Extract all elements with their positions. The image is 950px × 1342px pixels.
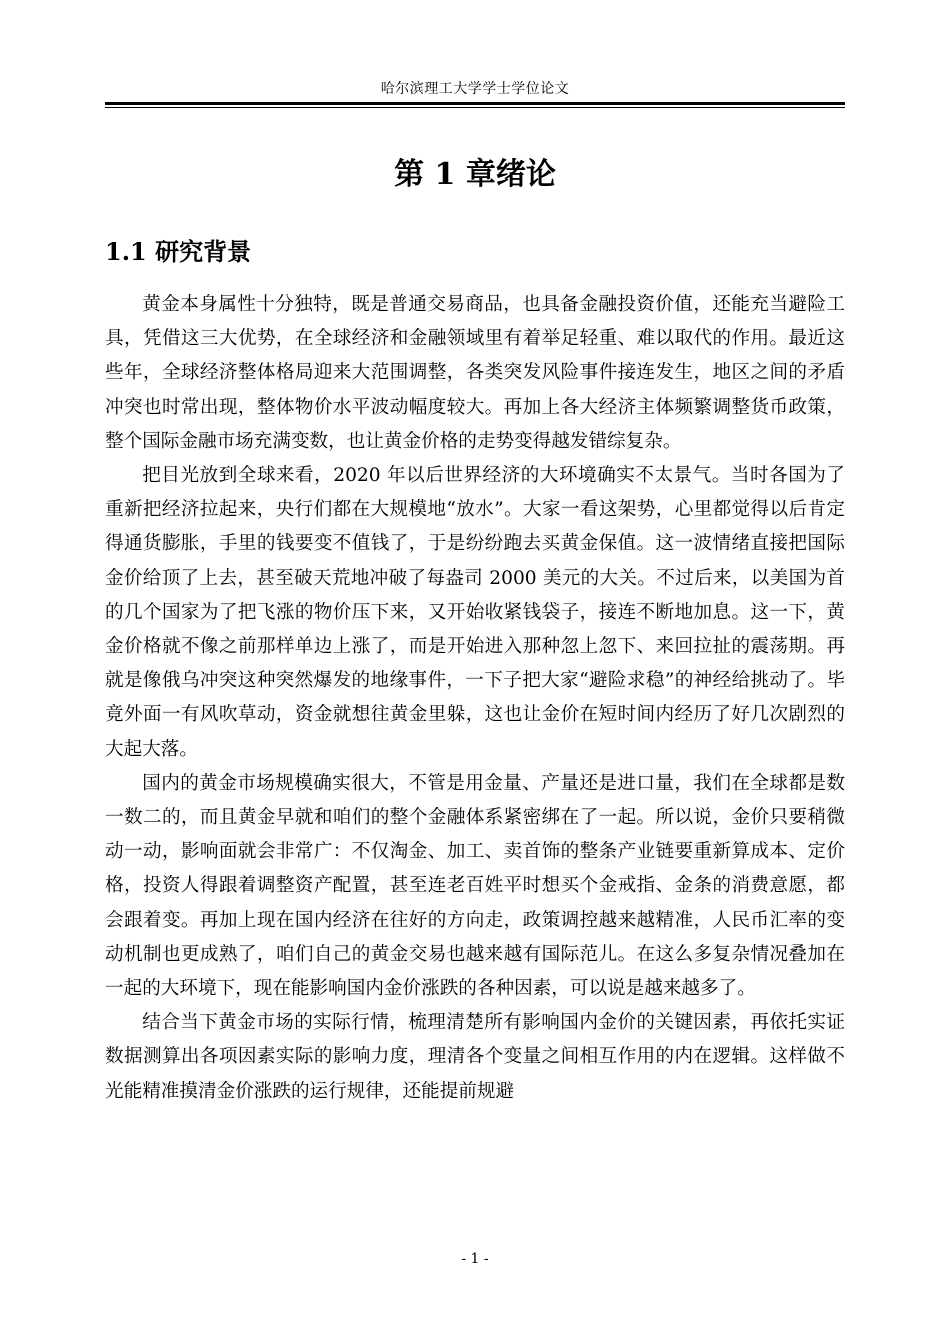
paragraph: 把目光放到全球来看，2020 年以后世界经济的大环境确实不太景气。当时各国为了重新把经济拉起来，央行们都在大规模地“放水”。大家一看这架势，心里都觉得以后肯定得通货膨胀，手里的钱要变不值钱了，于是纷纷跑去买黄金保值。这一波情绪直接把国际金价给顶了上去，甚至破天荒地冲破了每盎司 2000 美元的大关。不过后来，以美国为首的几个国家为了把飞涨的物价压下来，又开始收紧钱袋子，接连不断地加息。这一下，黄金价格就不像之前那样单边上涨了，而是开始进入那种忽上忽下、来回拉扯的震荡期。再就是像俄乌冲突这种突然爆发的地缘事件，一下子把大家“避险求稳”的神经给挑动了。毕竟外面一有风吹草动，资金就想往黄金里躲，这也让金价在短时间内经历了好几次剧烈的大起大落。 — [105, 465, 845, 760]
section-heading: 1.1 研究背景 — [105, 237, 252, 266]
body-text — [105, 288, 845, 1109]
chapter-title: 第 1 章绪论 — [394, 157, 556, 192]
paragraph: 国内的黄金市场规模确实很大，不管是用金量、产量还是进口量，我们在全球都是数一数二的，而且黄金早就和咱们的整个金融体系紧密绑在了一起。所以说，金价只要稍微动一动，影响面就会非常广：不仅淘金、加工、卖首饰的整条产业链要重新算成本、定价格，投资人得跟着调整资产配置，甚至连老百姓平时想买个金戒指、金条的消费意愿，都会跟着变。再加上现在国内经济在往好的方向走，政策调控越来越精准，人民币汇率的变动机制也更成熟了，咱们自己的黄金交易也越来越有国际范儿。在这么多复杂情况叠加在一起的大环境下，现在能影响国内金价涨跌的各种因素，可以说是越来越多了。 — [105, 772, 845, 1000]
paragraph: 黄金本身属性十分独特，既是普通交易商品，也具备金融投资价值，还能充当避险工具，凭借这三大优势，在全球经济和金融领域里有着举足轻重、难以取代的作用。最近这些年，全球经济整体格局迎来大范围调整，各类突发风险事件接连发生，地区之间的矛盾冲突也时常出现，整体物价水平波动幅度较大。再加上各大经济主体频繁调整货币政策，整个国际金融市场充满变数，也让黄金价格的走势变得越发错综复杂。 — [105, 294, 845, 452]
running-header: 哈尔滨理工大学学士学位论文 — [380, 81, 570, 97]
page-number: - 1 - — [461, 1251, 489, 1267]
header-rule-thick — [105, 102, 845, 105]
header-rule-thin — [105, 107, 845, 108]
paragraph: 结合当下黄金市场的实际行情，梳理清楚所有影响国内金价的关键因素，再依托实证数据测算出各项因素实际的影响力度，理清各个变量之间相互作用的内在逻辑。这样做不光能精准摸清金价涨跌的运行规律，还能提前规避 — [105, 1012, 845, 1102]
